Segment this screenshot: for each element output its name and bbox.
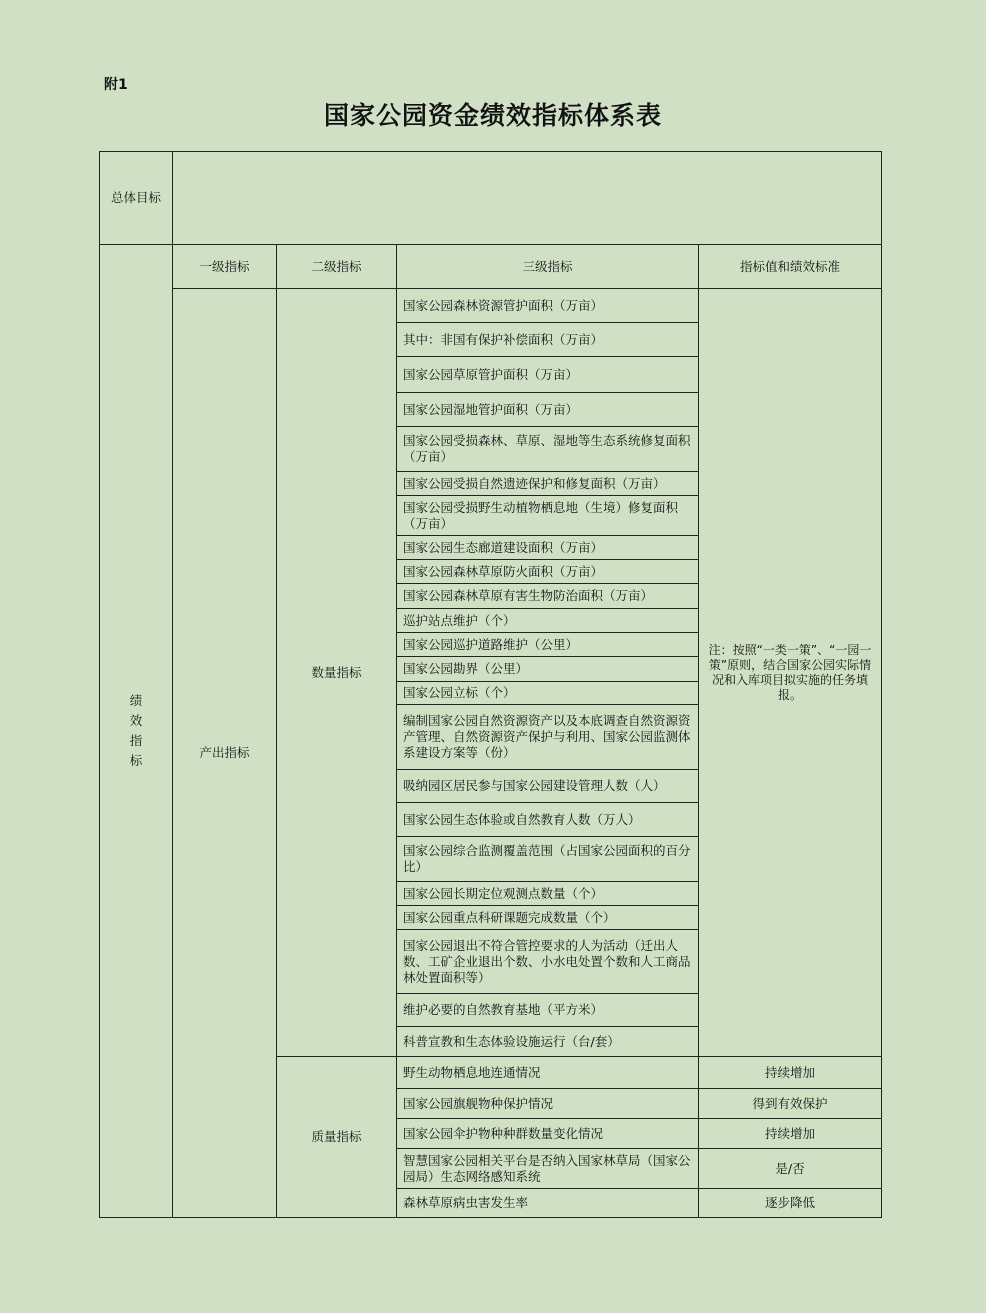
quantity-item: 国家公园巡护道路维护（公里） (397, 633, 699, 657)
header-standard: 指标值和绩效标准 (699, 245, 882, 289)
quantity-item: 国家公园受损自然遗迹保护和修复面积（万亩） (397, 472, 699, 496)
table-row (100, 289, 882, 323)
overall-goal-value (173, 152, 882, 245)
header-level1: 一级指标 (173, 245, 277, 289)
header-level2: 二级指标 (277, 245, 397, 289)
quantity-item: 国家公园生态廊道建设面积（万亩） (397, 536, 699, 560)
page-title: 国家公园资金绩效指标体系表 (323, 101, 662, 130)
indicator-table (99, 151, 882, 1218)
quantity-item: 巡护站点维护（个） (397, 609, 699, 633)
quantity-item: 国家公园勘界（公里） (397, 657, 699, 682)
quantity-item: 国家公园退出不符合管控要求的人为活动（迁出人数、工矿企业退出个数、小水电处置个数和人工商品林处置面积等） (397, 930, 699, 994)
output-indicator-label: 产出指标 (173, 289, 277, 1218)
quantity-indicator-label: 数量指标 (277, 289, 397, 1057)
quality-item: 野生动物栖息地连通情况 (397, 1057, 699, 1089)
overall-goal-label: 总体目标 (100, 152, 173, 245)
quantity-standard-note: 注：按照“一类一策”、“一园一策”原则，结合国家公园实际情况和入库项目拟实施的任务填报。 (699, 289, 882, 1057)
quality-item: 智慧国家公园相关平台是否纳入国家林草局（国家公园局）生态网络感知系统 (397, 1149, 699, 1189)
quantity-item: 科普宣教和生态体验设施运行（台/套） (397, 1027, 699, 1057)
quality-standard: 是/否 (699, 1149, 882, 1189)
quantity-item: 国家公园重点科研课题完成数量（个） (397, 906, 699, 930)
quantity-item: 国家公园森林资源管护面积（万亩） (397, 289, 699, 323)
quantity-item: 国家公园立标（个） (397, 682, 699, 705)
quality-standard: 持续增加 (699, 1057, 882, 1089)
quality-item: 森林草原病虫害发生率 (397, 1189, 699, 1218)
quality-standard: 逐步降低 (699, 1189, 882, 1218)
quality-item: 国家公园伞护物种种群数量变化情况 (397, 1119, 699, 1149)
quantity-item: 国家公园草原管护面积（万亩） (397, 357, 699, 393)
overall-goal-row (100, 152, 882, 245)
quantity-item: 国家公园长期定位观测点数量（个） (397, 882, 699, 906)
quality-indicator-label: 质量指标 (277, 1057, 397, 1218)
performance-indicator-side-label: 绩 效 指 标 (100, 245, 173, 1218)
header-row (100, 245, 882, 289)
quantity-item: 其中：非国有保护补偿面积（万亩） (397, 323, 699, 357)
quantity-item: 国家公园受损森林、草原、湿地等生态系统修复面积（万亩） (397, 427, 699, 472)
quality-item: 国家公园旗舰物种保护情况 (397, 1089, 699, 1119)
quantity-item: 国家公园森林草原有害生物防治面积（万亩） (397, 584, 699, 609)
quantity-item: 编制国家公园自然资源资产以及本底调查自然资源资产管理、自然资源资产保护与利用、国家公园监测体系建设方案等（份） (397, 705, 699, 770)
annex-label: 附1 (104, 77, 128, 93)
header-level3: 三级指标 (397, 245, 699, 289)
quantity-item: 国家公园生态体验或自然教育人数（万人） (397, 803, 699, 837)
quantity-item: 国家公园综合监测覆盖范围（占国家公园面积的百分比） (397, 837, 699, 882)
quantity-item: 国家公园受损野生动植物栖息地（生境）修复面积（万亩） (397, 496, 699, 536)
quantity-item: 国家公园湿地管护面积（万亩） (397, 393, 699, 427)
quantity-item: 吸纳园区居民参与国家公园建设管理人数（人） (397, 770, 699, 803)
quality-standard: 持续增加 (699, 1119, 882, 1149)
quantity-item: 维护必要的自然教育基地（平方米） (397, 994, 699, 1027)
quality-standard: 得到有效保护 (699, 1089, 882, 1119)
quantity-item: 国家公园森林草原防火面积（万亩） (397, 560, 699, 584)
